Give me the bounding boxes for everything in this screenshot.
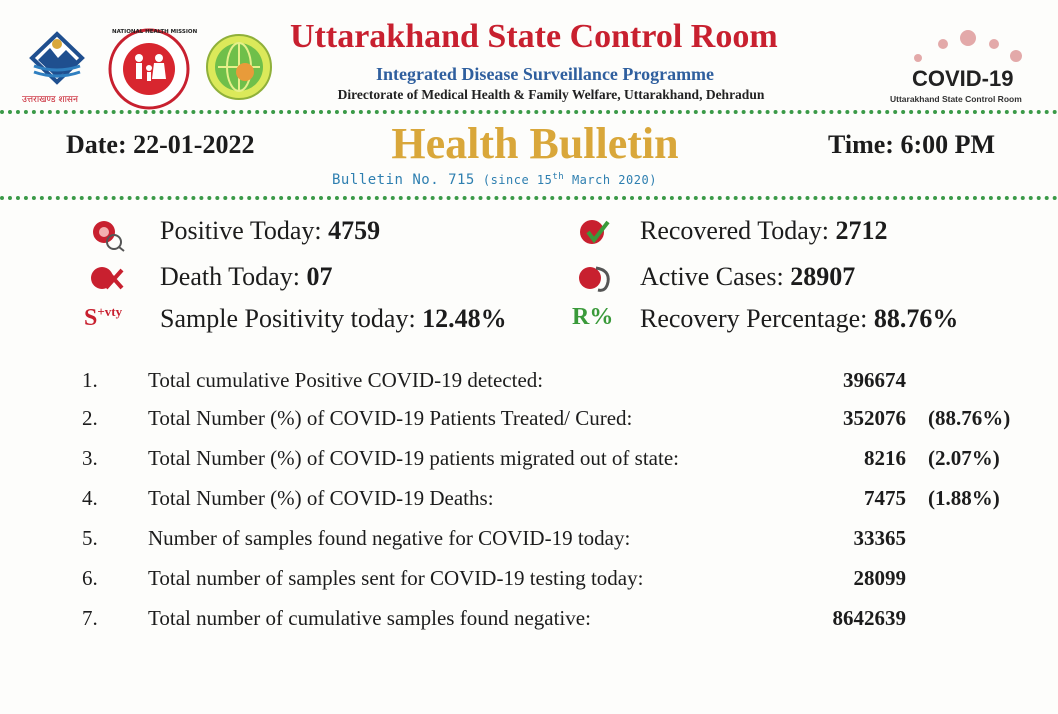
bulletin-number <box>332 172 657 188</box>
sample-positivity-value: 12.48% <box>422 304 507 333</box>
row-number: 2. <box>82 406 98 430</box>
sample-positivity-label: Sample Positivity today: <box>160 304 423 333</box>
row-value: 28099 <box>853 566 906 590</box>
row-number: 3. <box>82 446 98 470</box>
death-today <box>160 262 332 292</box>
recovery-percentage-label: Recovery Percentage: <box>640 304 874 333</box>
uk-logo-caption: उत्तराखण्ड शासन <box>22 95 79 105</box>
national-health-mission-icon <box>108 28 198 110</box>
sample-positivity-symbol <box>84 304 122 332</box>
bulletin-divider <box>0 196 1058 200</box>
table-row <box>0 566 1058 606</box>
active-cases-icon <box>574 258 614 298</box>
death-today-label: Death Today: <box>160 262 307 291</box>
since-suffix: March 2020) <box>564 173 657 187</box>
active-cases-value: 28907 <box>790 262 856 291</box>
recovered-today <box>640 216 888 246</box>
sample-positivity <box>160 304 507 334</box>
row-value: 8642639 <box>832 606 906 630</box>
row-value: 33365 <box>853 526 906 550</box>
table-row <box>0 606 1058 646</box>
covid-logo-subtext: Uttarakhand State Control Room <box>890 94 1022 104</box>
row-percentage: (1.88%) <box>928 486 1000 510</box>
programme-subtitle: Integrated Disease Surveillance Programme <box>375 64 715 84</box>
row-number: 7. <box>82 606 98 630</box>
row-percentage: (2.07%) <box>928 446 1000 470</box>
positive-today-label: Positive Today: <box>160 216 329 245</box>
row-description: Total Number (%) of COVID-19 patients migrated out of state: <box>148 446 679 470</box>
recovery-percentage <box>640 304 958 334</box>
recovered-check-icon <box>574 212 614 252</box>
row-value: 396674 <box>843 368 906 392</box>
active-cases-label: Active Cases: <box>640 262 791 291</box>
uttarakhand-emblem-icon <box>20 30 94 106</box>
row-description: Total cumulative Positive COVID-19 detected: <box>148 368 544 392</box>
since-sup: th <box>552 172 565 182</box>
table-row <box>0 526 1058 566</box>
department-line: Directorate of Medical Health & Family Welfare, Uttarakhand, Dehradun <box>337 87 765 102</box>
table-row <box>0 446 1058 486</box>
top-divider <box>0 110 1058 114</box>
row-percentage: (88.76%) <box>928 406 1011 430</box>
row-description: Total number of samples sent for COVID-19 testing today: <box>148 566 644 590</box>
death-today-value: 07 <box>306 262 333 291</box>
bulletin-number-text: Bulletin No. 715 <box>332 172 475 188</box>
since-prefix: (since 15 <box>482 173 553 187</box>
row-value: 8216 <box>864 446 906 470</box>
recovery-percentage-value: 88.76% <box>873 304 959 333</box>
death-cross-icon <box>86 258 126 298</box>
covid-logo-text: COVID-19 <box>912 66 1014 91</box>
row-description: Total number of cumulative samples found negative: <box>148 606 591 630</box>
positive-today <box>160 216 380 246</box>
recovered-today-label: Recovered Today: <box>640 216 836 245</box>
covid-virus-icon <box>888 28 1052 68</box>
bulletin-date: Date: 22-01-2022 <box>66 130 255 159</box>
page-title: Uttarakhand State Control Room <box>290 18 778 55</box>
recovered-today-value: 2712 <box>835 216 888 245</box>
bulletin-title: Health Bulletin <box>391 119 679 168</box>
row-value: 352076 <box>843 406 906 430</box>
bulletin-since <box>483 173 657 187</box>
bulletin-time: Time: 6:00 PM <box>828 130 996 159</box>
table-row <box>0 486 1058 526</box>
active-cases <box>640 262 855 292</box>
recovery-percentage-symbol: R% <box>572 304 614 330</box>
spv-letter: S <box>84 305 98 331</box>
row-description: Total Number (%) of COVID-19 Deaths: <box>148 486 494 510</box>
row-description: Total Number (%) of COVID-19 Patients Treated/ Cured: <box>148 406 633 430</box>
row-value: 7475 <box>864 486 906 510</box>
positive-today-value: 4759 <box>328 216 381 245</box>
row-description: Number of samples found negative for COVID-19 today: <box>148 526 631 550</box>
row-number: 5. <box>82 526 98 550</box>
table-row <box>0 368 1058 408</box>
row-number: 1. <box>82 368 98 392</box>
row-number: 6. <box>82 566 98 590</box>
covid-logo <box>888 28 1052 104</box>
nhm-ring-text: NATIONAL HEALTH MISSION <box>112 29 198 35</box>
table-row <box>0 406 1058 446</box>
positive-virus-icon <box>86 212 126 252</box>
spv-sup: +vty <box>97 304 123 319</box>
idsp-globe-icon <box>204 32 274 102</box>
row-number: 4. <box>82 486 98 510</box>
